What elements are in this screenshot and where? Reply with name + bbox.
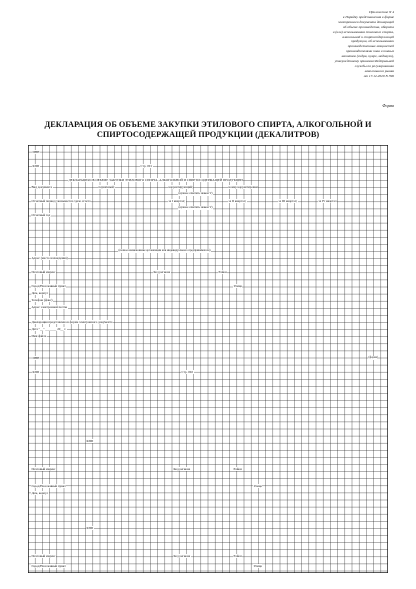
inn-label: ИНН [32,150,40,154]
header-note-line: алкогольного рынка [364,68,394,73]
page2-label: Стр. 002 [181,370,193,374]
postal-index2-label: Почтовый индекс [31,467,56,471]
address-label: Адрес (место нахождения) [31,256,68,260]
title-line-1: ДЕКЛАРАЦИЯ ОБ ОБЪЕМЕ ЗАКУПКИ ЭТИЛОВОГО СПИРТА, АЛКОГОЛЬНОЙ И [44,120,372,129]
region-code2-label: Код региона [173,467,191,471]
house-label: Дом, корпус [31,291,49,295]
postal-index3-label: Почтовый индекс [31,554,56,558]
house2-label: Дом, корпус [31,491,49,495]
header-note-line: производственных мощностей [347,44,394,49]
correction-number-label: номер корректировки [228,185,258,189]
q3-option: за III квартал; [278,199,298,203]
kpp-label: КПП [32,164,40,168]
header-note [224,10,394,79]
report-period-label: Отчетный период указывается сдаче отчета [31,199,91,203]
header-note-line: электронного документа деклараций [338,19,394,24]
region-code3-label: Код региона [173,554,191,558]
mark-hint-2: (нужное отметить знаком V) [178,206,213,209]
city2-label: Город/Населенный пункт [31,484,66,488]
region-code-label: Код региона [153,270,171,274]
email-label: Адрес электронной почты [31,305,68,309]
header-note-line: производителями пива и пивных [346,49,394,54]
district2-label: Район [233,467,242,471]
doc-type-label: Вид документа [31,185,53,189]
inn2-label: ИНН [32,356,40,360]
header-note-line: Приложение N 4 [369,10,394,14]
street3-label: Улица [253,564,262,568]
phone-label: Телефон (факс) [31,298,53,302]
postal-index-label: Почтовый индекс [31,270,56,274]
inner-title: ДЕКЛАРАЦИЯ ОБ ОБЪЕМЕ ЗАКУПКИ ЭТИЛОВОГО СПИРТА, АЛКОГОЛЬНОЙ И СПИРТОСОДЕРЖАЩЕЙ ПРОДУКЦИИ [68,178,243,182]
street2-label: Улица [253,484,262,488]
header-note-line: к Порядку представления в форме [342,14,394,19]
header-note-line: напитков (сидра, пуаре, медовухи), [341,54,394,59]
kpp-block-label-2: КПП [86,526,94,530]
header-note-line: службы по регулированию [354,63,394,68]
header-note-line: от 17.12.2020 N 396 [363,73,394,78]
street-label: Улица [233,284,242,288]
file-name-label: Имя файла [31,334,47,338]
form-label: Форма [382,103,394,108]
header-note-line: об объеме производства, оборота [342,24,394,29]
document-title [30,120,386,140]
kpp-block-label: КПП [86,439,94,443]
report-year-label: Отчетный год [31,213,51,217]
page-label: Стр. 001 [140,164,152,168]
mark-hint: (нужное отметить знаком V) [178,192,213,195]
kpp2-label: КПП [32,370,40,374]
city3-label: Город/Населенный пункт [31,564,66,568]
forma-hint: (форма) [368,356,378,359]
title-line-2: СПИРТОСОДЕРЖАЩЕЙ ПРОДУКЦИИ (ДЕКАЛИТРОВ) [96,130,320,139]
header-note-line: продукции, об использовании [351,39,394,44]
q4-option: за IV квартал [318,199,337,203]
district-label: Район [218,270,227,274]
header-note-line: алкогольной и спиртосодержащей [342,34,394,39]
header-note-line: и (или) использования этилового спирта, [332,29,394,34]
corrective-option: корректирующий; [168,185,193,189]
q2-option: за II квартал; [228,199,247,203]
district3-label: Район [233,554,242,558]
city-label: Город/Населенный пункт [31,284,66,288]
header-note-line: утвержденному приказом Федеральной [334,59,394,64]
q1-option: за I квартал; [168,199,186,203]
date-label: Дата "__" _______ 20__ г. [31,327,67,331]
full-name-hint: (полное наименование организации или индивидуального предпринимателя) [118,249,211,252]
submitted-electronic-label: Декларация представлена в форме электронного документа [31,320,113,324]
primary-option: первичный; [98,185,115,189]
